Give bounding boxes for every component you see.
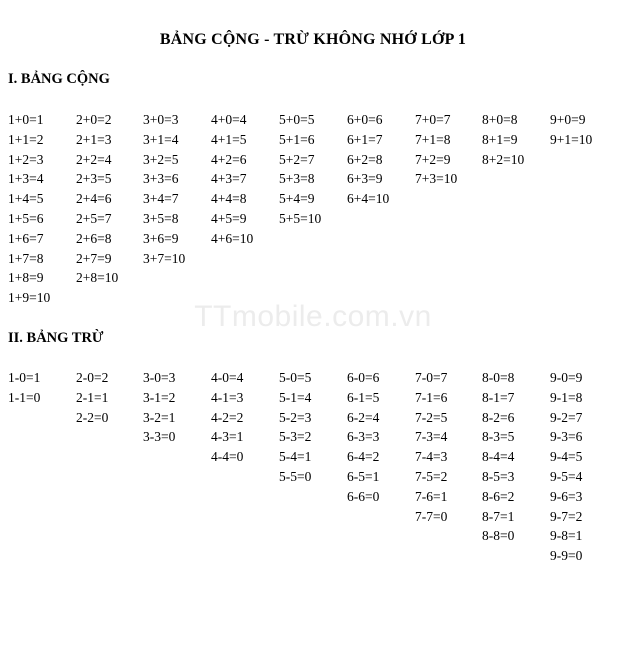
subtraction-equation: 7-7=0: [415, 508, 448, 524]
subtraction-equation: 8-2=6: [482, 409, 515, 425]
addition-equation: 5+2=7: [279, 151, 315, 167]
subtraction-equation: 9-9=0: [550, 548, 583, 564]
addition-heading: I. BẢNG CỘNG: [8, 71, 110, 87]
subtraction-equation: 3-3=0: [143, 429, 176, 445]
addition-equation: 2+1=3: [76, 131, 112, 147]
addition-equation: 5+1=6: [279, 131, 315, 147]
addition-column-6: [347, 110, 415, 209]
addition-equation: 7+3=10: [415, 171, 458, 187]
addition-equation: 3+0=3: [143, 112, 179, 127]
addition-equation: 3+3=6: [143, 171, 179, 187]
subtraction-equation: 2-2=0: [76, 409, 109, 425]
subtraction-equation: 7-6=1: [415, 488, 448, 504]
addition-equation: 6+2=8: [347, 151, 383, 167]
addition-equation: 1+4=5: [8, 191, 44, 207]
addition-equation: 2+6=8: [76, 230, 112, 246]
subtraction-equation: 6-1=5: [347, 389, 380, 405]
addition-column-4: [211, 110, 279, 249]
subtraction-column-7: [415, 368, 483, 526]
subtraction-equation: 8-1=7: [482, 389, 515, 405]
subtraction-column-4: [211, 368, 279, 467]
subtraction-equation: 8-0=8: [482, 370, 515, 385]
subtraction-column-8: [482, 368, 550, 546]
subtraction-equation: 4-2=2: [211, 409, 244, 425]
subtraction-equation: 4-3=1: [211, 429, 244, 445]
subtraction-equation: 3-2=1: [143, 409, 176, 425]
subtraction-equation: 8-5=3: [482, 468, 515, 484]
subtraction-equation: 9-0=9: [550, 370, 583, 385]
addition-equation: 2+8=10: [76, 270, 119, 286]
addition-equation: 5+3=8: [279, 171, 315, 187]
subtraction-column-2: [76, 368, 144, 427]
addition-equation: 2+2=4: [76, 151, 112, 167]
addition-equation: 4+0=4: [211, 112, 247, 127]
subtraction-equation: 4-1=3: [211, 389, 244, 405]
addition-equation: 5+4=9: [279, 191, 315, 207]
addition-equation: 8+2=10: [482, 151, 525, 167]
addition-equation: 4+6=10: [211, 230, 254, 246]
subtraction-equation: 1-1=0: [8, 389, 41, 405]
addition-equation: 3+5=8: [143, 210, 179, 226]
subtraction-equation: 2-0=2: [76, 370, 109, 385]
addition-equation: 9+1=10: [550, 131, 593, 147]
addition-equation: 8+1=9: [482, 131, 518, 147]
addition-equation: 4+1=5: [211, 131, 247, 147]
addition-column-9: [550, 110, 618, 150]
subtraction-equation: 6-2=4: [347, 409, 380, 425]
subtraction-equation: 6-6=0: [347, 488, 380, 504]
subtraction-equation: 1-0=1: [8, 370, 41, 385]
addition-equation: 4+2=6: [211, 151, 247, 167]
subtraction-equation: 8-8=0: [482, 528, 515, 544]
subtraction-equation: 5-5=0: [279, 468, 312, 484]
addition-equation: 9+0=9: [550, 112, 586, 127]
addition-equation: 2+0=2: [76, 112, 112, 127]
addition-equation: 3+6=9: [143, 230, 179, 246]
addition-column-2: [76, 110, 144, 288]
addition-equation: 6+1=7: [347, 131, 383, 147]
addition-equation: 4+4=8: [211, 191, 247, 207]
addition-equation: 1+7=8: [8, 250, 44, 266]
subtraction-equation: 9-8=1: [550, 528, 583, 544]
subtraction-equation: 8-4=4: [482, 449, 515, 465]
addition-equation: 1+5=6: [8, 210, 44, 226]
subtraction-equation: 5-3=2: [279, 429, 312, 445]
subtraction-equation: 5-0=5: [279, 370, 312, 385]
addition-equation: 2+3=5: [76, 171, 112, 187]
addition-equation: 6+0=6: [347, 112, 383, 127]
subtraction-equation: 8-3=5: [482, 429, 515, 445]
subtraction-column-1: [8, 368, 76, 408]
subtraction-column-9: [550, 368, 618, 566]
addition-equation: 3+1=4: [143, 131, 179, 147]
subtraction-equation: 9-1=8: [550, 389, 583, 405]
subtraction-heading: II. BẢNG TRỪ: [8, 330, 104, 346]
subtraction-equation: 8-7=1: [482, 508, 515, 524]
addition-equation: 1+9=10: [8, 290, 51, 306]
addition-equation: 5+5=10: [279, 210, 322, 226]
subtraction-equation: 4-4=0: [211, 449, 244, 465]
addition-equation: 5+0=5: [279, 112, 315, 127]
addition-equation: 4+3=7: [211, 171, 247, 187]
subtraction-equation: 7-2=5: [415, 409, 448, 425]
subtraction-equation: 7-4=3: [415, 449, 448, 465]
addition-equation: 7+2=9: [415, 151, 451, 167]
addition-equation: 2+7=9: [76, 250, 112, 266]
addition-column-5: [279, 110, 347, 229]
addition-equation: 1+1=2: [8, 131, 44, 147]
addition-equation: 1+6=7: [8, 230, 44, 246]
subtraction-equation: 9-7=2: [550, 508, 583, 524]
subtraction-equation: 3-0=3: [143, 370, 176, 385]
subtraction-column-3: [143, 368, 211, 447]
addition-equation: 4+5=9: [211, 210, 247, 226]
subtraction-equation: 9-2=7: [550, 409, 583, 425]
addition-equation: 1+0=1: [8, 112, 44, 127]
addition-equation: 2+5=7: [76, 210, 112, 226]
addition-equation: 7+0=7: [415, 112, 451, 127]
addition-equation: 3+7=10: [143, 250, 186, 266]
subtraction-column-6: [347, 368, 415, 507]
subtraction-equation: 9-3=6: [550, 429, 583, 445]
addition-equation: 8+0=8: [482, 112, 518, 127]
subtraction-equation: 4-0=4: [211, 370, 244, 385]
subtraction-equation: 7-0=7: [415, 370, 448, 385]
subtraction-equation: 9-6=3: [550, 488, 583, 504]
addition-equation: 3+4=7: [143, 191, 179, 207]
addition-equation: 6+4=10: [347, 191, 390, 207]
subtraction-equation: 7-1=6: [415, 389, 448, 405]
subtraction-equation: 7-5=2: [415, 468, 448, 484]
subtraction-equation: 2-1=1: [76, 389, 109, 405]
subtraction-equation: 5-4=1: [279, 449, 312, 465]
addition-equation: 6+3=9: [347, 171, 383, 187]
subtraction-column-5: [279, 368, 347, 487]
addition-column-8: [482, 110, 550, 169]
addition-equation: 1+2=3: [8, 151, 44, 167]
addition-equation: 7+1=8: [415, 131, 451, 147]
subtraction-equation: 8-6=2: [482, 488, 515, 504]
page-title: BẢNG CỘNG - TRỪ KHÔNG NHỚ LỚP 1: [159, 31, 467, 48]
addition-column-7: [415, 110, 483, 189]
addition-equation: 1+3=4: [8, 171, 44, 187]
addition-column-1: [8, 110, 76, 308]
subtraction-equation: 6-5=1: [347, 468, 380, 484]
subtraction-equation: 6-0=6: [347, 370, 380, 385]
addition-equation: 1+8=9: [8, 270, 44, 286]
subtraction-equation: 5-2=3: [279, 409, 312, 425]
subtraction-equation: 3-1=2: [143, 389, 176, 405]
addition-column-3: [143, 110, 211, 268]
subtraction-equation: 9-4=5: [550, 449, 583, 465]
watermark-text: TTmobile.com.vn: [194, 300, 432, 333]
addition-equation: 3+2=5: [143, 151, 179, 167]
subtraction-equation: 6-4=2: [347, 449, 380, 465]
subtraction-equation: 6-3=3: [347, 429, 380, 445]
subtraction-equation: 5-1=4: [279, 389, 312, 405]
addition-equation: 2+4=6: [76, 191, 112, 207]
subtraction-equation: 9-5=4: [550, 468, 583, 484]
subtraction-equation: 7-3=4: [415, 429, 448, 445]
